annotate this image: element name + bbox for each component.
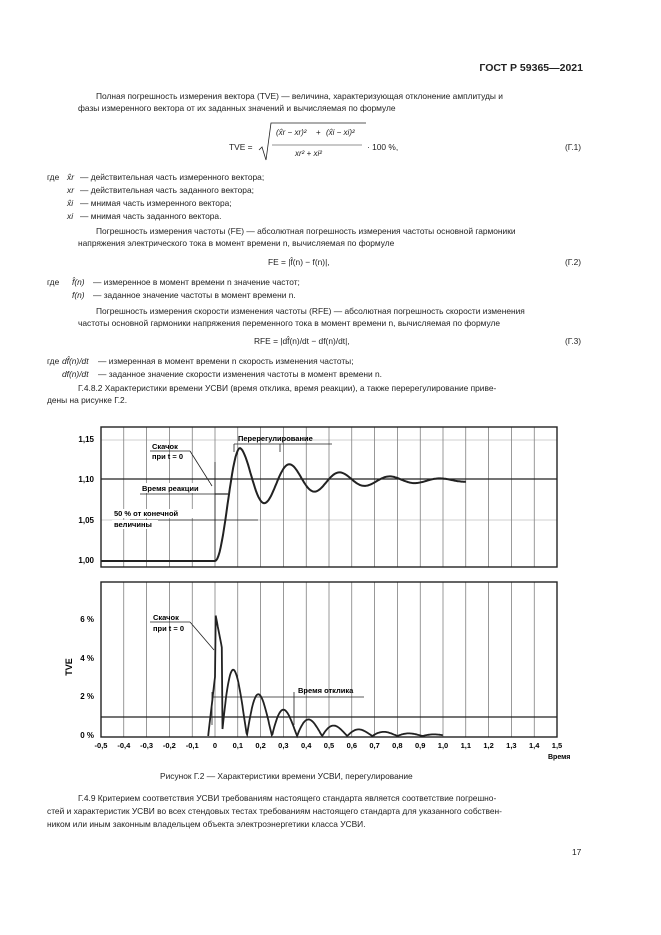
xtick-label: 1,1 <box>460 741 472 750</box>
bottom-ytick-label: 4 % <box>80 654 94 663</box>
tve-formula-number: (Г.1) <box>565 142 582 152</box>
rfe-def-sym-0: df̂(n)/dt <box>62 356 89 366</box>
jump-label-bottom-2: при t = 0 <box>153 624 185 633</box>
top-ytick-label: 1,10 <box>78 475 94 484</box>
tve-curve <box>208 616 443 736</box>
para-g49-line3: ником или иным законным владельцем объекта электроэнергетики класса УСВИ. <box>47 819 366 829</box>
tve-num-b: (x̂i − xi)² <box>326 128 355 137</box>
xtick-label: 1,4 <box>528 741 540 750</box>
tve-den: xr² + xi² <box>295 149 322 158</box>
fe-def-text-1: — заданное значение частоты в момент времени n. <box>93 290 296 300</box>
response-time-label: Время отклика <box>298 686 354 695</box>
tve-def-text-2: — мнимая часть измеренного вектора; <box>80 198 232 208</box>
reaction-time-label: Время реакции <box>142 484 199 493</box>
xtick-label: -0,5 <box>94 741 108 750</box>
bottom-ytick-label: 6 % <box>80 615 94 624</box>
xtick-label: 0,3 <box>278 741 289 750</box>
jump-label-bottom-1: Скачок <box>153 613 179 622</box>
overshoot-label: Перерегулирование <box>238 434 313 443</box>
top-ytick-label: 1,00 <box>78 556 94 565</box>
tve-def-sym-0: x̂r <box>67 172 74 182</box>
xtick-label: 0 <box>212 741 218 750</box>
xtick-label: -0,4 <box>117 741 131 750</box>
tve-formula-lhs: TVE = <box>229 142 253 152</box>
tve-where: где <box>47 172 60 182</box>
xtick-label: 0,8 <box>392 741 403 750</box>
tve-intro-line2: фазы измеренного вектора от их заданных значений и вычисляемая по формуле <box>78 103 396 113</box>
xtick-label: 1,0 <box>437 741 449 750</box>
xtick-label: 0,6 <box>346 741 358 750</box>
tve-def-sym-3: xi <box>67 211 74 221</box>
tve-def-text-3: — мнимая часть заданного вектора. <box>80 211 222 221</box>
tve-num-a: (x̂r − xr)² <box>276 128 307 137</box>
tve-def-sym-1: xr <box>67 185 74 195</box>
standard-code: ГОСТ Р 59365—2021 <box>479 62 583 74</box>
tve-intro-line1: Полная погрешность измерения вектора (TVE) — величина, характеризующая отклонение амплитуды и <box>96 91 503 101</box>
tve-def-sym-2: x̂i <box>67 198 74 208</box>
tve-formula-tail: · 100 %, <box>367 142 399 152</box>
para-g482-line2: дены на рисунке Г.2. <box>47 395 128 405</box>
xtick-labels <box>95 741 563 750</box>
tve-num-plus: + <box>316 128 321 137</box>
jump-label-top-2: при t = 0 <box>152 452 184 461</box>
bottom-ytick-label: 2 % <box>80 692 94 701</box>
xtick-label: 0,4 <box>300 741 312 750</box>
xtick-label: 0,1 <box>232 741 244 750</box>
xtick-label: 0,2 <box>255 741 266 750</box>
bottom-ylabel: TVE <box>64 658 74 676</box>
xtick-label: 0,7 <box>369 741 380 750</box>
bottom-ytick-label: 0 % <box>80 731 94 740</box>
xtick-label: -0,2 <box>162 741 176 750</box>
tve-def-text-0: — действительная часть измеренного вектора; <box>80 172 265 182</box>
top-ytick-label: 1,05 <box>78 516 94 525</box>
para-g49-line2: стей и характеристик УСВИ во всех стендовых тестах требованиям настоящего стандарта для указанного собствен- <box>47 806 502 816</box>
xtick-label: 1,3 <box>506 741 517 750</box>
xtick-label: -0,1 <box>185 741 199 750</box>
para-g49-line1: Г.4.9 Критерием соответствия УСВИ требованиям настоящего стандарта является соответствие погрешно- <box>78 793 497 803</box>
rfe-formula: RFE = |df̂(n)/dt − df(n)/dt|, <box>254 336 350 346</box>
xtick-label: 1,2 <box>483 741 494 750</box>
fe-def-text-0: — измеренное в момент времени n значение частот; <box>93 277 300 287</box>
page-number: 17 <box>572 847 582 857</box>
half-value-label-2: величины <box>114 520 152 529</box>
top-ytick-label: 1,15 <box>78 435 94 444</box>
rfe-def-text-0: — измеренная в момент времени n скорость изменения частоты; <box>98 356 354 366</box>
fe-formula-number: (Г.2) <box>565 257 582 267</box>
fe-where: где <box>47 277 60 287</box>
para-g482-line1: Г.4.8.2 Характеристики времени УСВИ (время отклика, время реакции), а также перерегулирование приве- <box>78 383 497 393</box>
rfe-formula-number: (Г.3) <box>565 336 582 346</box>
rfe-def-sym-1: df(n)/dt <box>62 369 89 379</box>
fe-line2: напряжения электрического тока в момент времени n, вычисляемая по формуле <box>78 238 395 248</box>
xtick-label: 0,5 <box>323 741 335 750</box>
tve-def-text-1: — действительная часть заданного вектора; <box>80 185 254 195</box>
rfe-def-text-1: — заданное значение скорости изменения частоты в момент времени n. <box>98 369 383 379</box>
xtick-label: 1,5 <box>551 741 563 750</box>
xtick-label: 0,9 <box>414 741 426 750</box>
xlabel: Время <box>548 754 571 761</box>
rfe-line1: Погрешность измерения скорости изменения частоты (RFE) — абсолютная погрешность скорости изменения <box>96 306 525 316</box>
rfe-line2: частоты основной гармоники напряжения переменного тока в момент времени n, вычисляемая по формуле <box>78 318 501 328</box>
half-value-label-1: 50 % от конечной <box>114 509 179 518</box>
fe-line1: Погрешность измерения частоты (FE) — абсолютная погрешность измерения частоты основной гармоники <box>96 226 516 236</box>
xtick-label: -0,3 <box>140 741 154 750</box>
fe-formula: FE = |f̂(n) − f(n)|, <box>268 257 330 267</box>
fe-def-sym-0: f̂(n) <box>72 277 85 287</box>
fe-def-sym-1: f(n) <box>72 290 85 300</box>
jump-label-top-1: Скачок <box>152 442 178 451</box>
rfe-where: где <box>47 356 60 366</box>
figure-caption: Рисунок Г.2 — Характеристики времени УСВИ, перегулирование <box>160 771 413 781</box>
